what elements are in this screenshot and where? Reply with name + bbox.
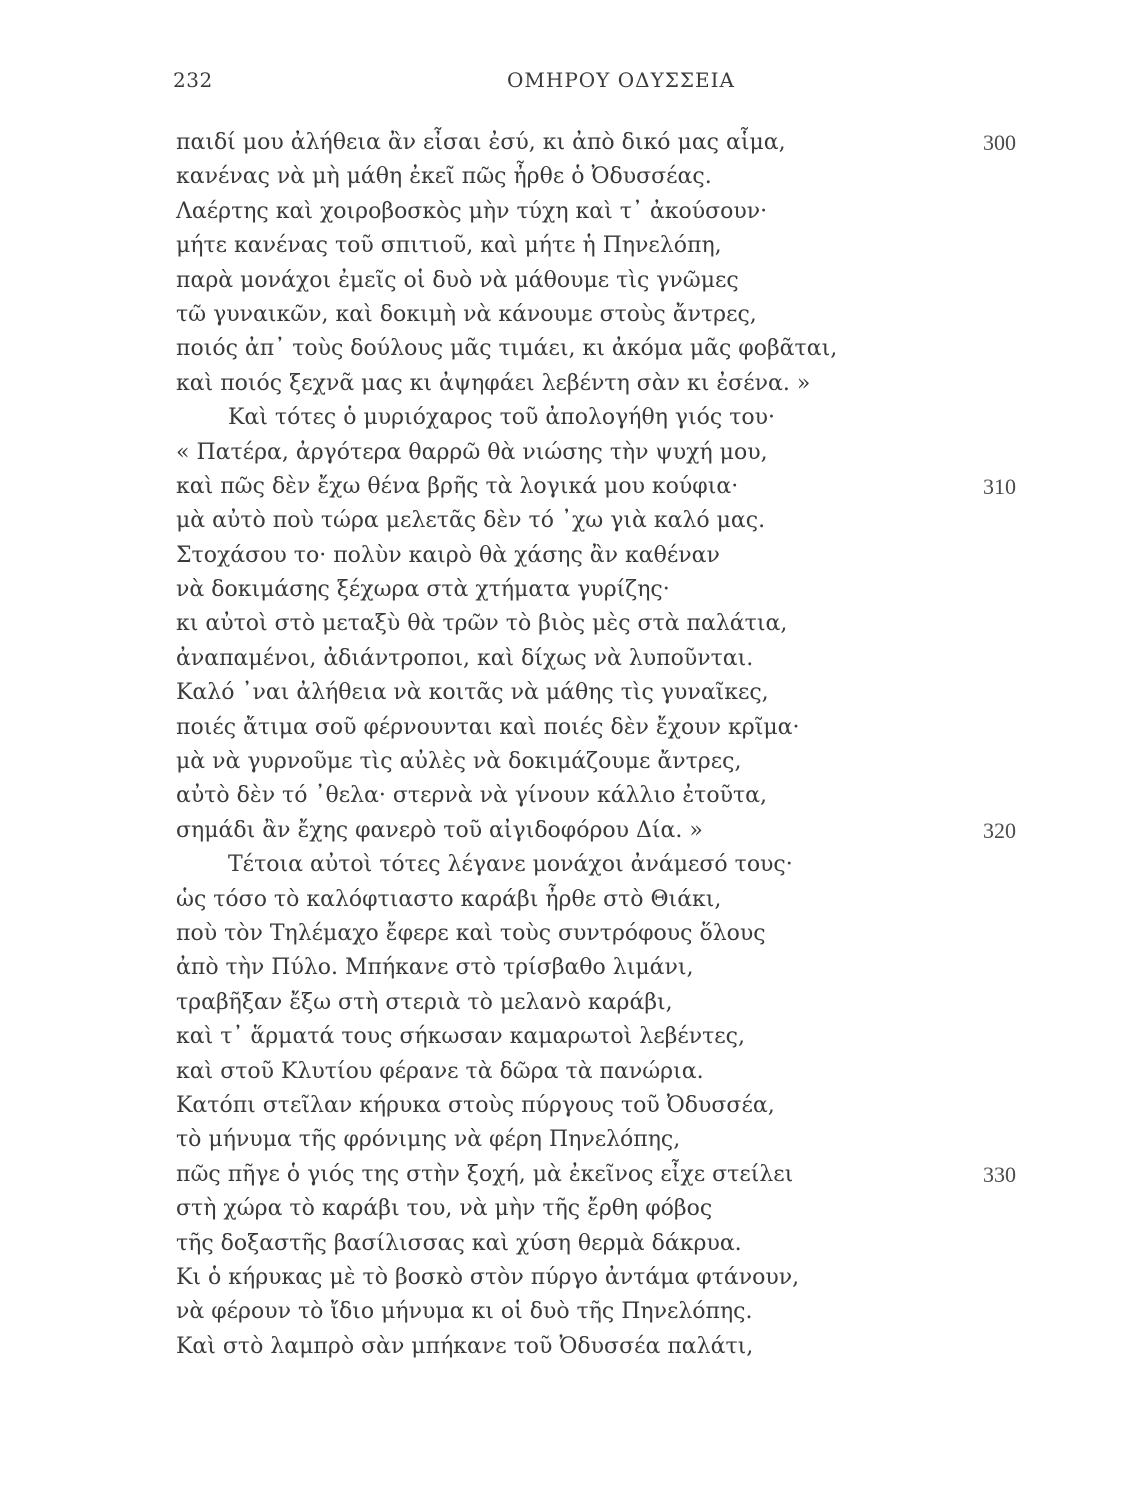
verse-line <box>176 1020 1016 1054</box>
verse-text: ἀπὸ τὴν Πύλο. Μπήκανε στὸ τρίσβαθο λιμάνι, <box>176 955 694 981</box>
verse-text: ἀναπαμένοι, ἀδιάντροποι, καὶ δίχως νὰ λυποῦνται. <box>176 645 754 671</box>
verse-line <box>176 401 1016 435</box>
verse-line <box>176 848 1016 882</box>
verse-number: 320 <box>983 817 1016 843</box>
verse-text: Καὶ στὸ λαμπρὸ σὰν μπήκανε τοῦ Ὀδυσσέα παλάτι, <box>176 1333 754 1359</box>
verse-line <box>176 126 1016 160</box>
verse-line <box>176 332 1016 366</box>
verse-text: καὶ πῶς δὲν ἔχω θένα βρῆς τὰ λογικά μου κούφια· <box>176 473 739 499</box>
verse-line <box>176 1192 1016 1226</box>
verse-text: Κατόπι στεῖλαν κήρυκα στοὺς πύργους τοῦ Ὀδυσσέα, <box>176 1092 775 1118</box>
verse-text: καὶ τ᾽ ἅρματά τους σήκωσαν καμαρωτοὶ λεβέντες, <box>176 1024 745 1050</box>
verse-text: Καὶ τότες ὁ μυριόχαρος τοῦ ἀπολογήθη γιός του· <box>228 405 776 431</box>
verse-text: παιδί μου ἀλήθεια ἂν εἶσαι ἐσύ, κι ἀπὸ δικό μας αἷμα, <box>176 130 786 155</box>
verse-line <box>176 1158 1016 1192</box>
verse-text: τῆς δοξαστῆς βασίλισσας καὶ χύση θερμὰ δάκρυα. <box>176 1230 742 1256</box>
verse-text: ποιός ἀπ᾽ τοὺς δούλους μᾶς τιμάει, κι ἀκόμα μᾶς φοβᾶται, <box>176 336 838 362</box>
verse-line <box>176 711 1016 745</box>
verse-line <box>176 573 1016 607</box>
verse-number: 330 <box>983 1161 1016 1187</box>
verse-line <box>176 779 1016 813</box>
verse-text: μὰ νὰ γυρνοῦμε τὶς αὐλὲς νὰ δοκιμάζουμε ἄντρες, <box>176 749 742 775</box>
verse-line <box>176 1089 1016 1123</box>
verse-number: 300 <box>983 130 1016 155</box>
verse-line <box>176 436 1016 470</box>
verse-line <box>176 1295 1016 1329</box>
page-number: 232 <box>173 68 213 92</box>
verse-line <box>176 298 1016 332</box>
verse-line <box>176 814 1016 848</box>
book-title: ΟΜΗΡΟΥ ΟΔΥΣΣΕΙΑ <box>507 68 735 92</box>
verse-text: αὐτὸ δὲν τό ᾽θελα· στερνὰ νὰ γίνουν κάλλιο ἐτοῦτα, <box>176 783 767 809</box>
verse-text: ποιές ἄτιμα σοῦ φέρνουνται καὶ ποιές δὲν ἔχουν κρῖμα· <box>176 714 800 740</box>
verse-text: νὰ δοκιμάσης ξέχωρα στὰ χτήματα γυρίζης· <box>176 577 670 603</box>
verse-text: Λαέρτης καὶ χοιροβοσκὸς μὴν τύχη καὶ τ᾽ ἀκούσουν· <box>176 198 768 224</box>
verse-text: κανένας νὰ μὴ μάθη ἐκεῖ πῶς ἦρθε ὁ Ὀδυσσέας. <box>176 164 712 190</box>
verse-text: καὶ στοῦ Κλυτίου φέρανε τὰ δῶρα τὰ πανώρια. <box>176 1058 704 1084</box>
verse-line <box>176 642 1016 676</box>
verse-text: νὰ φέρουν τὸ ἴδιο μήνυμα κι οἱ δυὸ τῆς Πηνελόπης. <box>176 1299 753 1325</box>
verse-line <box>176 883 1016 917</box>
verse-text: τῶ γυναικῶν, καὶ δοκιμὴ νὰ κάνουμε στοὺς ἄντρες, <box>176 301 757 327</box>
verse-list <box>176 126 1016 1364</box>
verse-text: σημάδι ἂν ἔχης φανερὸ τοῦ αἰγιδοφόρου Δία. » <box>176 817 703 843</box>
verse-line <box>176 367 1016 401</box>
verse-text: Καλό ᾽ναι ἀλήθεια νὰ κοιτᾶς νὰ μάθης τὶς γυναῖκες, <box>176 680 769 706</box>
verse-text: ὡς τόσο τὸ καλόφτιαστο καράβι ἦρθε στὸ Θιάκι, <box>176 886 722 912</box>
verse-text: « Πατέρα, ἀργότερα θαρρῶ θὰ νιώσης τὴν ψυχή μου, <box>176 439 768 465</box>
verse-line <box>176 951 1016 985</box>
verse-text: μὰ αὐτὸ ποὺ τώρα μελετᾶς δὲν τό ᾽χω γιὰ καλό μας. <box>176 508 766 534</box>
verse-text: Τέτοια αὐτοὶ τότες λέγανε μονάχοι ἀνάμεσό τους· <box>228 852 793 878</box>
verse-line <box>176 195 1016 229</box>
verse-line <box>176 1055 1016 1089</box>
verse-line <box>176 1227 1016 1261</box>
running-head <box>173 68 1009 102</box>
verse-text: τραβῆξαν ἔξω στὴ στεριὰ τὸ μελανὸ καράβι, <box>176 989 673 1015</box>
verse-text: καὶ ποιός ξεχνᾶ μας κι ἀψηφάει λεβέντη σὰν κι ἐσένα. » <box>176 370 811 396</box>
verse-text: στὴ χώρα τὸ καράβι του, νὰ μὴν τῆς ἔρθη φόβος <box>176 1196 713 1222</box>
verse-line <box>176 607 1016 641</box>
verse-line <box>176 160 1016 194</box>
verse-text: ποὺ τὸν Τηλέμαχο ἔφερε καὶ τοὺς συντρόφους ὅλους <box>176 920 766 946</box>
verse-line <box>176 1330 1016 1364</box>
verse-line <box>176 917 1016 951</box>
verse-line <box>176 264 1016 298</box>
verse-line <box>176 1123 1016 1157</box>
verse-line <box>176 504 1016 538</box>
verse-text: Κι ὁ κήρυκας μὲ τὸ βοσκὸ στὸν πύργο ἀντάμα φτάνουν, <box>176 1264 800 1290</box>
verse-line <box>176 470 1016 504</box>
verse-text: τὸ μήνυμα τῆς φρόνιμης νὰ φέρη Πηνελόπης, <box>176 1127 681 1153</box>
verse-line <box>176 986 1016 1020</box>
verse-text: Στοχάσου το· πολὺν καιρὸ θὰ χάσης ἂν καθέναν <box>176 542 720 568</box>
verse-line <box>176 676 1016 710</box>
verse-number: 310 <box>983 473 1016 499</box>
verse-text: παρὰ μονάχοι ἐμεῖς οἱ δυὸ νὰ μάθουμε τὶς γνῶμες <box>176 267 739 293</box>
verse-text: πῶς πῆγε ὁ γιός της στὴν ξοχή, μὰ ἐκεῖνος εἶχε στείλει <box>176 1161 794 1187</box>
verse-line <box>176 229 1016 263</box>
verse-line <box>176 539 1016 573</box>
verse-text: μήτε κανένας τοῦ σπιτιοῦ, καὶ μήτε ἡ Πηνελόπη, <box>176 233 722 259</box>
verse-line <box>176 745 1016 779</box>
verse-text: κι αὐτοὶ στὸ μεταξὺ θὰ τρῶν τὸ βιὸς μὲς στὰ παλάτια, <box>176 611 788 637</box>
verse-line <box>176 1261 1016 1295</box>
